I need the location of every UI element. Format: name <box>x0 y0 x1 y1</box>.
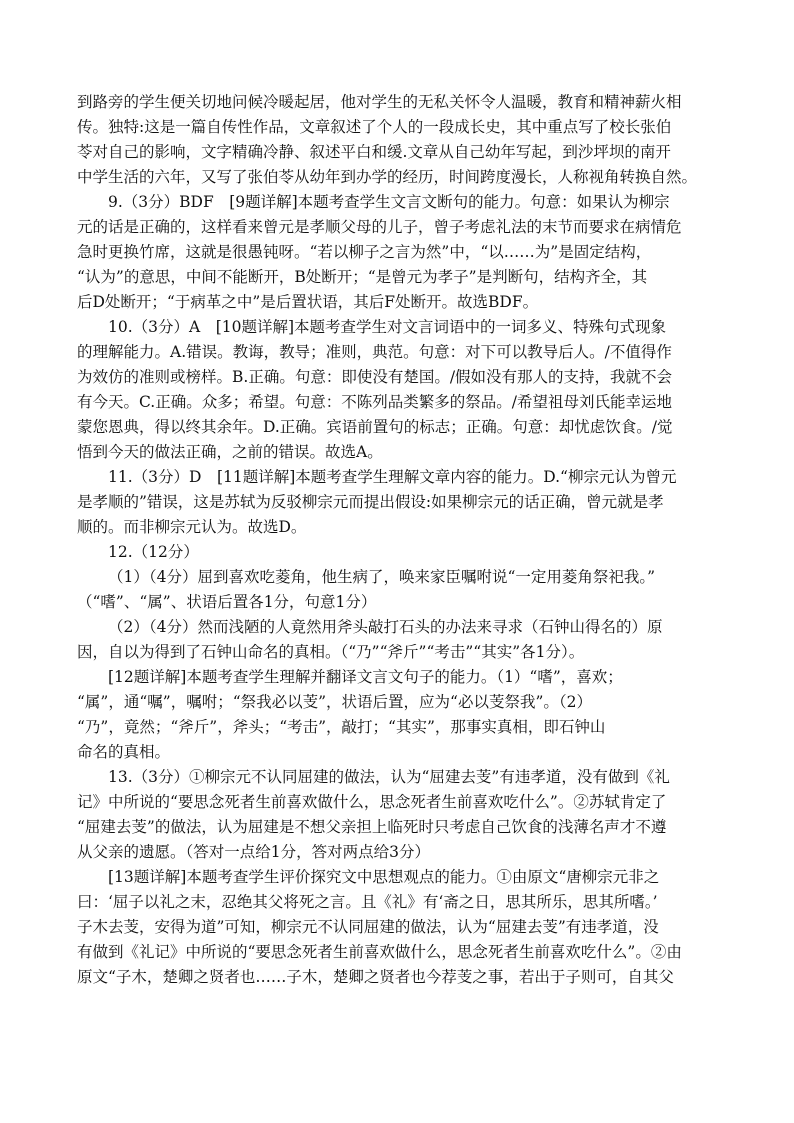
text-line: “乃”，竟然；“斧斤”，斧头；“考击”，敲打；“其实”，那事实真相，即石钟山 <box>77 718 606 736</box>
text-line: 苓对自己的影响，文字精确冷静、叙述平白和缓.文章从自己幼年写起，到沙坪坝的南开 <box>77 143 671 161</box>
text-line: 命名的真相。 <box>77 743 171 761</box>
explanation-13: [13题详解]本题考查学生评价探究文中思想观点的能力。①由原文“唐柳宗元非之 <box>108 868 660 886</box>
text-line: 蒙您恩典，得以终其余年。D.正确。宾语前置句的标志；正确。句意：却忧虑饮食。/觉 <box>77 418 673 436</box>
text-line: “属”，通“嘱”，嘱咐；“祭我必以芰”，状语后置，应为“必以芰祭我”。（2） <box>77 693 593 711</box>
text-line: 的理解能力。A.错误。教诲，教导；准则，典范。句意：对下可以教导后人。/不值得作 <box>77 343 672 361</box>
text-line: 顺的。而非柳宗元认为。故选D。 <box>77 518 307 536</box>
text-line: 有今天。C.正确。众多；希望。句意：不陈列品类繁多的祭品。/希望祖母刘氏能幸运地 <box>77 393 672 411</box>
answer-9: 9.（3分）BDF [9题详解]本题考查学生文言文断句的能力。句意：如果认为柳宗 <box>108 193 670 211</box>
text-line: “屈建去芰”的做法，认为屈建是不想父亲担上临死时只考虑自己饮食的浅薄名声才不遵 <box>77 818 667 836</box>
text-line: 是孝顺的”错误，这是苏轼为反驳柳宗元而提出假设:如果柳宗元的话正确，曾元就是孝 <box>77 493 664 511</box>
text-line: 因，自以为得到了石钟山命名的真相。（“乃”“斧斤”“考击”“其实”各1分）。 <box>77 643 585 661</box>
text-line: 中学生活的六年，又写了张伯苓从幼年到办学的经历，时间跨度漫长，人称视角转换自然。 <box>77 168 698 186</box>
text-line: 曰：‘屈子以礼之末，忍绝其父将死之言。且《礼》有‘斋之日，思其所乐，思其所嗜。’ <box>77 893 658 911</box>
answer-12-1: （1）（4分）屈到喜欢吃菱角，他生病了，唤来家臣嘱咐说“一定用菱角祭祀我。” <box>108 568 656 586</box>
text-line: 后D处断开；“于病革之中”是后置状语，其后F处断开。故选BDF。 <box>77 293 539 311</box>
text-line: 传。独特:这是一篇自传性作品，文章叙述了个人的一段成长史，其中重点写了校长张伯 <box>77 118 672 136</box>
text-line: 子木去芰，安得为道”可知，柳宗元不认同屈建的做法，认为“屈建去芰”有违孝道，没 <box>77 918 659 936</box>
text-line: 从父亲的遗愿。（答对一点给1分，答对两点给3分） <box>77 843 430 861</box>
text-line: 有做到《礼记》中所说的“要思念死者生前喜欢做什么，思念死者生前喜欢吃什么”。②由 <box>77 943 682 961</box>
text-line: （“嗜”、“属”、状语后置各1分，句意1分） <box>77 593 377 611</box>
text-line: 急时更换竹席，这就是很愚钝呀。“若以柳子之言为然”中，“以……为”是固定结构， <box>77 243 652 261</box>
answer-12-2: （2）（4分）然而浅陋的人竟然用斧头敲打石头的办法来寻求（石钟山得名的）原 <box>108 618 663 636</box>
text-line: 原文“子木，楚卿之贤者也……子木，楚卿之贤者也今荐芰之事，若出于子则可，自其父 <box>77 968 674 986</box>
text-line: 悟到今天的做法正确，之前的错误。故选A。 <box>77 443 383 461</box>
document-page <box>77 90 717 990</box>
answer-11: 11.（3分）D [11题详解]本题考查学生理解文章内容的能力。D.“柳宗元认为曾元 <box>108 468 677 486</box>
text-line: 元的话是正确的，这样看来曾元是孝顺父母的儿子，曾子考虑礼法的末节而要求在病情危 <box>77 218 682 236</box>
text-line: “认为”的意思，中间不能断开，B处断开；“是曾元为孝子”是判断句，结构齐全，其 <box>77 268 648 286</box>
explanation-12: [12题详解]本题考查学生理解并翻译文言文句子的能力。（1）“嗜”，喜欢； <box>108 668 623 686</box>
text-line: 到路旁的学生便关切地问候冷暖起居，他对学生的无私关怀令人温暖，教育和精神薪火相 <box>77 93 682 111</box>
text-line: 为效仿的准则或榜样。B.正确。句意：即使没有楚国。/假如没有那人的支持，我就不会 <box>77 368 673 386</box>
answer-12: 12.（12分） <box>108 543 199 561</box>
answer-10: 10.（3分）A [10题详解]本题考查学生对文言词语中的一词多义、特殊句式现象 <box>108 318 667 336</box>
answer-13: 13.（3分）①柳宗元不认同屈建的做法，认为“屈建去芰”有违孝道，没有做到《礼 <box>108 768 670 786</box>
text-line: 记》中所说的“要思念死者生前喜欢做什么，思念死者生前喜欢吃什么”。②苏轼肯定了 <box>77 793 667 811</box>
